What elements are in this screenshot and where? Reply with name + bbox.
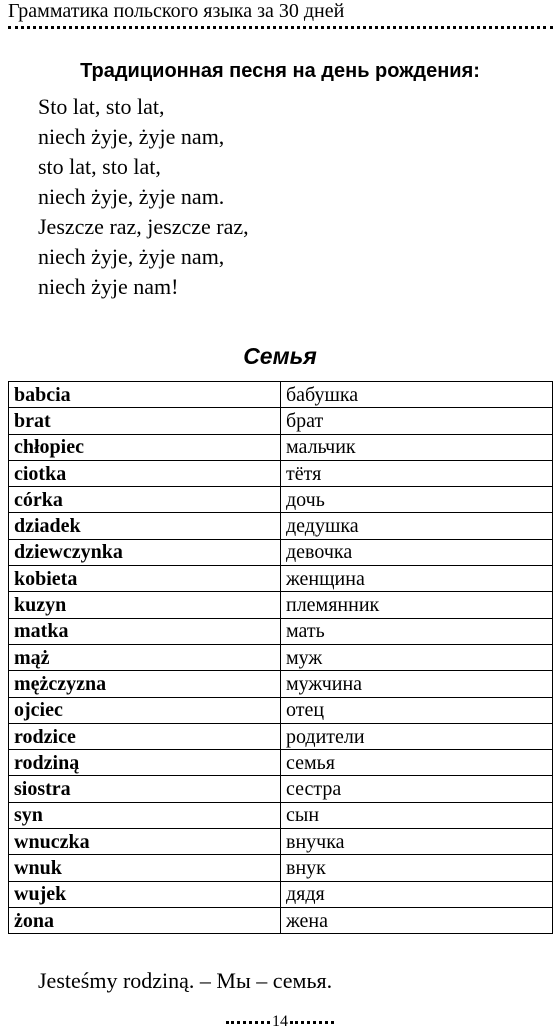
page-footer [0, 1013, 560, 1031]
polish-word: siostra [9, 776, 281, 802]
russian-translation: муж [281, 644, 553, 670]
russian-translation: девочка [281, 539, 553, 565]
russian-translation: мужчина [281, 671, 553, 697]
table-row [9, 566, 553, 592]
russian-translation: брат [281, 408, 553, 434]
polish-word: dziadek [9, 513, 281, 539]
russian-translation: семья [281, 750, 553, 776]
song-line: niech żyje, żyje nam, [38, 244, 225, 269]
russian-translation: дочь [281, 487, 553, 513]
table-row [9, 513, 553, 539]
table-row [9, 460, 553, 486]
table-row [9, 802, 553, 828]
polish-word: chłopiec [9, 434, 281, 460]
table-row [9, 644, 553, 670]
table-row [9, 671, 553, 697]
book-title: Грамматика польского языка за 30 дней [8, 0, 345, 22]
polish-word: ojciec [9, 697, 281, 723]
vocabulary-table [8, 381, 553, 934]
song-line: Jeszcze raz, jeszcze raz, [38, 214, 249, 239]
running-header [8, 0, 553, 29]
table-row [9, 618, 553, 644]
table-row [9, 487, 553, 513]
polish-word: wnuk [9, 855, 281, 881]
russian-translation: отец [281, 697, 553, 723]
russian-translation: дядя [281, 881, 553, 907]
table-row [9, 829, 553, 855]
russian-translation: сын [281, 802, 553, 828]
footer-dots-left [226, 1021, 270, 1024]
russian-translation: жена [281, 907, 553, 933]
polish-word: kuzyn [9, 592, 281, 618]
section-title: Семья [243, 343, 317, 369]
polish-word: rodzice [9, 723, 281, 749]
song-lyrics [38, 92, 249, 302]
footer-dots-right [290, 1021, 334, 1024]
russian-translation: племянник [281, 592, 553, 618]
song-title: Традиционная песня на день рождения: [80, 60, 480, 82]
song-line: niech żyje, żyje nam, [38, 124, 225, 149]
table-row [9, 776, 553, 802]
polish-word: córka [9, 487, 281, 513]
polish-word: wnuczka [9, 829, 281, 855]
russian-translation: родители [281, 723, 553, 749]
polish-word: kobieta [9, 566, 281, 592]
polish-word: babcia [9, 382, 281, 408]
russian-translation: сестра [281, 776, 553, 802]
table-row [9, 382, 553, 408]
table-row [9, 750, 553, 776]
polish-word: wujek [9, 881, 281, 907]
polish-word: syn [9, 802, 281, 828]
russian-translation: внучка [281, 829, 553, 855]
page-number: 14 [272, 1013, 288, 1030]
table-row [9, 592, 553, 618]
polish-word: mąż [9, 644, 281, 670]
polish-word: rodziną [9, 750, 281, 776]
russian-translation: тётя [281, 460, 553, 486]
song-line: Sto lat, sto lat, [38, 94, 165, 119]
song-line: niech żyje, żyje nam. [38, 184, 225, 209]
table-row [9, 855, 553, 881]
polish-word: mężczyzna [9, 671, 281, 697]
table-row [9, 907, 553, 933]
example-sentence: Jesteśmy rodziną. – Мы – семья. [38, 968, 333, 993]
song-line: sto lat, sto lat, [38, 154, 161, 179]
table-row [9, 434, 553, 460]
russian-translation: бабушка [281, 382, 553, 408]
polish-word: matka [9, 618, 281, 644]
polish-word: brat [9, 408, 281, 434]
song-line: niech żyje nam! [38, 274, 179, 299]
polish-word: dziewczynka [9, 539, 281, 565]
russian-translation: мать [281, 618, 553, 644]
russian-translation: дедушка [281, 513, 553, 539]
russian-translation: внук [281, 855, 553, 881]
table-row [9, 539, 553, 565]
polish-word: żona [9, 907, 281, 933]
table-row [9, 881, 553, 907]
table-row [9, 697, 553, 723]
table-row [9, 723, 553, 749]
russian-translation: женщина [281, 566, 553, 592]
table-row [9, 408, 553, 434]
russian-translation: мальчик [281, 434, 553, 460]
polish-word: ciotka [9, 460, 281, 486]
